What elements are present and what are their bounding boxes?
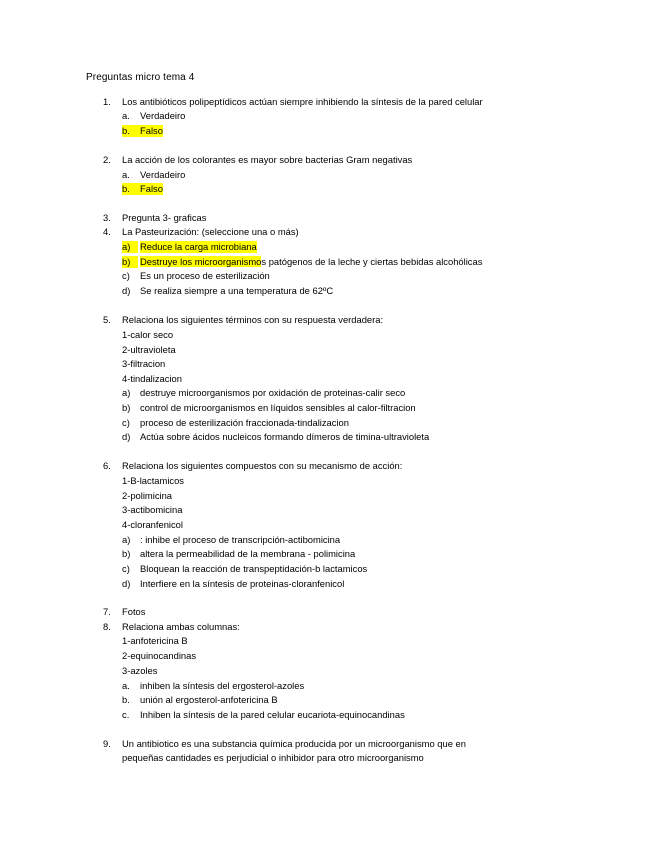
option-text: : inhibe el proceso de transcripción-actibomicina [140,534,341,545]
option-text-rest: s patógenos de la leche y ciertas bebidas alcohólicas [261,256,483,267]
option-letter: a. [122,680,130,691]
option-text: Bloquean la reacción de transpeptidación-b lactamicos [140,563,368,574]
option-text: Verdadeiro [140,169,186,180]
option-letter: b) [122,548,131,559]
question-number: 9. [103,738,111,749]
option-letter: c. [122,709,130,720]
question-number: 4. [103,226,111,237]
question-text: Relaciona ambas columnas: [122,621,240,632]
option-letter: b. [122,694,130,705]
term-text: 2-polimicina [122,490,173,501]
option-text-highlighted: Falso [140,183,163,194]
term-text: 3-filtracion [122,358,166,369]
option-letter-highlighted: b) [122,256,138,268]
option-letter: a. [122,169,130,180]
question-text: Relaciona los siguientes compuestos con su mecanismo de acción: [122,460,403,471]
option-letter: d) [122,285,131,296]
term-text: 4-tindalizacion [122,373,182,384]
document-title: Preguntas micro tema 4 [86,72,195,83]
option-text-highlighted-part: Destruye los microorganismo [140,256,262,267]
term-text: 2-equinocandinas [122,650,197,661]
option-letter: a) [122,387,131,398]
option-letter: d) [122,578,131,589]
question-text-line-1: Un antibiotico es una substancia química producida por un microorganismo que en [122,738,466,749]
question-number: 6. [103,460,111,471]
term-text: 2-ultravioleta [122,344,176,355]
option-letter-highlighted: b. [122,183,140,195]
question-text: Relaciona los siguientes términos con su respuesta verdadera: [122,314,384,325]
question-text-line-2: pequeñas cantidades es perjudicial o inhibidor para otro microorganismo [122,752,424,763]
term-text: 1-calor seco [122,329,174,340]
option-letter-highlighted: b. [122,125,140,137]
option-text: destruye microorganismos por oxidación de proteinas-calir seco [140,387,406,398]
question-number: 8. [103,621,111,632]
option-text: Inhiben la síntesis de la pared celular eucariota-equinocandinas [140,709,405,720]
option-letter: c) [122,270,130,281]
option-text: Se realiza siempre a una temperatura de 62ºC [140,285,334,296]
term-text: 3-actibomicina [122,504,183,515]
option-text: altera la permeabilidad de la membrana - polimicina [140,548,356,559]
option-text: Actúa sobre ácidos nucleicos formando dímeros de timina-ultravioleta [140,431,430,442]
option-text-highlighted: Reduce la carga microbiana [140,241,257,252]
question-text: Los antibióticos polipeptídicos actúan siempre inhibiendo la síntesis de la pared celular [122,96,483,107]
question-text: Pregunta 3- graficas [122,212,207,223]
option-text: Es un proceso de esterilización [140,270,270,281]
option-letter: c) [122,563,130,574]
option-text [140,256,482,268]
question-number: 2. [103,154,111,165]
term-text: 4-cloranfenicol [122,519,183,530]
option-letter-highlighted: a) [122,241,138,253]
option-text: proceso de esterilización fraccionada-tindalizacion [140,417,349,428]
option-letter: b) [122,402,131,413]
question-number: 3. [103,212,111,223]
question-text: La Pasteurización: (seleccione una o más) [122,226,299,237]
question-text: Fotos [122,606,146,617]
question-number: 7. [103,606,111,617]
option-text: inhiben la síntesis del ergosterol-azoles [140,680,305,691]
option-text: control de microorganismos en líquidos sensibles al calor-filtracion [140,402,416,413]
option-text: unión al ergosterol-anfotericina B [140,694,278,705]
question-text: La acción de los colorantes es mayor sobre bacterias Gram negativas [122,154,413,165]
term-text: 3-azoles [122,665,158,676]
option-text: Verdadeiro [140,110,186,121]
question-number: 1. [103,96,111,107]
option-text-highlighted: Falso [140,125,163,136]
option-letter: d) [122,431,131,442]
option-letter: c) [122,417,130,428]
option-letter: a. [122,110,130,121]
term-text: 1-anfotericina B [122,635,188,646]
term-text: 1-B-lactamicos [122,475,184,486]
option-letter: a) [122,534,131,545]
question-number: 5. [103,314,111,325]
option-text: Interfiere en la síntesis de proteinas-cloranfenicol [140,578,345,589]
